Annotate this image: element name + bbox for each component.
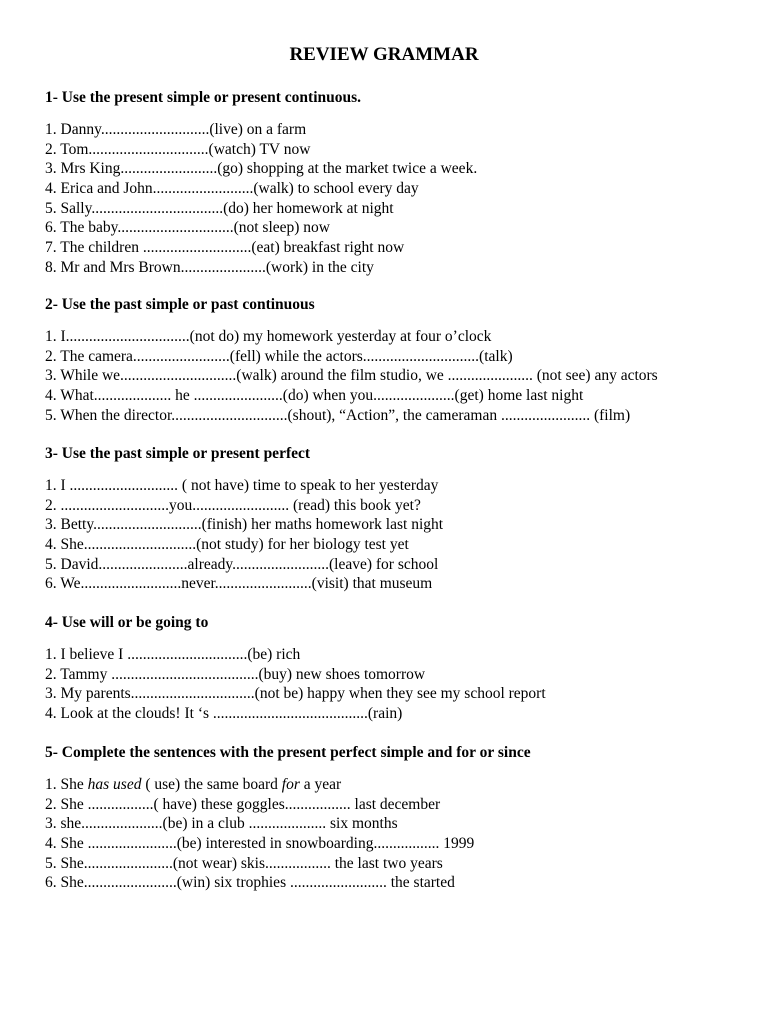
exercise-item: 3. she.....................(be) in a club .................... six months	[45, 815, 398, 833]
exercise-item: 2. Tom...............................(watch) TV now	[45, 140, 311, 158]
exercise-item: 3. Betty............................(finish) her maths homework last night	[45, 516, 444, 534]
section-3	[45, 444, 763, 594]
example-answer: has used	[87, 776, 142, 793]
section-heading: 5- Complete the sentences with the present perfect simple and for or since	[45, 744, 531, 761]
exercise-item: 3. While we..............................(walk) around the film studio, we ...................... (not see) any actors	[45, 367, 658, 385]
exercise-item: 4. What.................... he .......................(do) when you.....................(get) home last night	[45, 387, 584, 405]
exercise-item: 2. Tammy ......................................(buy) new shoes tomorrow	[45, 665, 426, 683]
exercise-list	[45, 120, 763, 278]
example-keyword: for	[281, 776, 300, 793]
example-item	[45, 775, 763, 795]
exercise-item: 4. Look at the clouds! It ‘s ........................................(rain)	[45, 705, 403, 723]
exercise-item: 5. David.......................already.........................(leave) for school	[45, 555, 439, 573]
exercise-item: 2. She .................( have) these goggles................. last december	[45, 795, 441, 813]
exercise-item: 2. The camera.........................(fell) while the actors..............................(talk)	[45, 347, 513, 365]
exercise-item: 1. Danny............................(live) on a farm	[45, 121, 307, 138]
exercise-item: 8. Mr and Mrs Brown......................(work) in the city	[45, 258, 374, 276]
exercise-item: 2. ............................you......................... (read) this book yet?	[45, 496, 421, 514]
section-heading: 3- Use the past simple or present perfect	[45, 445, 311, 462]
exercise-item: 4. Erica and John..........................(walk) to school every day	[45, 180, 419, 198]
exercise-item: 3. Mrs King.........................(go) shopping at the market twice a week.	[45, 160, 478, 178]
exercise-item: 7. The children ............................(eat) breakfast right now	[45, 239, 405, 257]
exercise-item: 1. I ............................ ( not have) time to speak to her yesterday	[45, 477, 439, 494]
exercise-item: 6. The baby..............................(not sleep) now	[45, 219, 330, 237]
exercise-item: 5. When the director..............................(shout), “Action”, the cameraman ....................... (film)	[45, 406, 631, 424]
example-suffix: a year	[299, 776, 342, 793]
exercise-item: 5. She.......................(not wear) skis................. the last two years	[45, 854, 443, 872]
exercise-item: 4. She.............................(not study) for her biology test yet	[45, 536, 409, 554]
exercise-list	[45, 327, 763, 425]
exercise-item: 3. My parents................................(not be) happy when they see my school report	[45, 685, 546, 703]
section-heading: 2- Use the past simple or past continuous	[45, 296, 315, 313]
page-title: REVIEW GRAMMAR	[289, 44, 479, 65]
section-4	[45, 613, 763, 724]
section-5	[45, 743, 763, 893]
exercise-list	[45, 476, 763, 594]
section-2	[45, 295, 763, 425]
section-heading: 1- Use the present simple or present continuous.	[45, 89, 362, 106]
exercise-item: 4. She .......................(be) interested in snowboarding................. 1999	[45, 835, 475, 853]
exercise-item: 1. I................................(not do) my homework yesterday at four o’clock	[45, 328, 492, 345]
exercise-item: 5. Sally..................................(do) her homework at night	[45, 199, 394, 217]
exercise-item: 1. I believe I ...............................(be) rich	[45, 646, 301, 663]
section-1	[45, 88, 763, 278]
exercise-list	[45, 645, 763, 724]
example-middle: ( use) the same board	[141, 776, 282, 793]
exercise-list	[45, 775, 763, 893]
example-prefix: 1. She	[45, 776, 88, 793]
exercise-item: 6. She........................(win) six trophies ......................... the started	[45, 874, 455, 892]
exercise-item: 6. We..........................never.........................(visit) that museum	[45, 575, 433, 593]
section-heading: 4- Use will or be going to	[45, 614, 209, 631]
